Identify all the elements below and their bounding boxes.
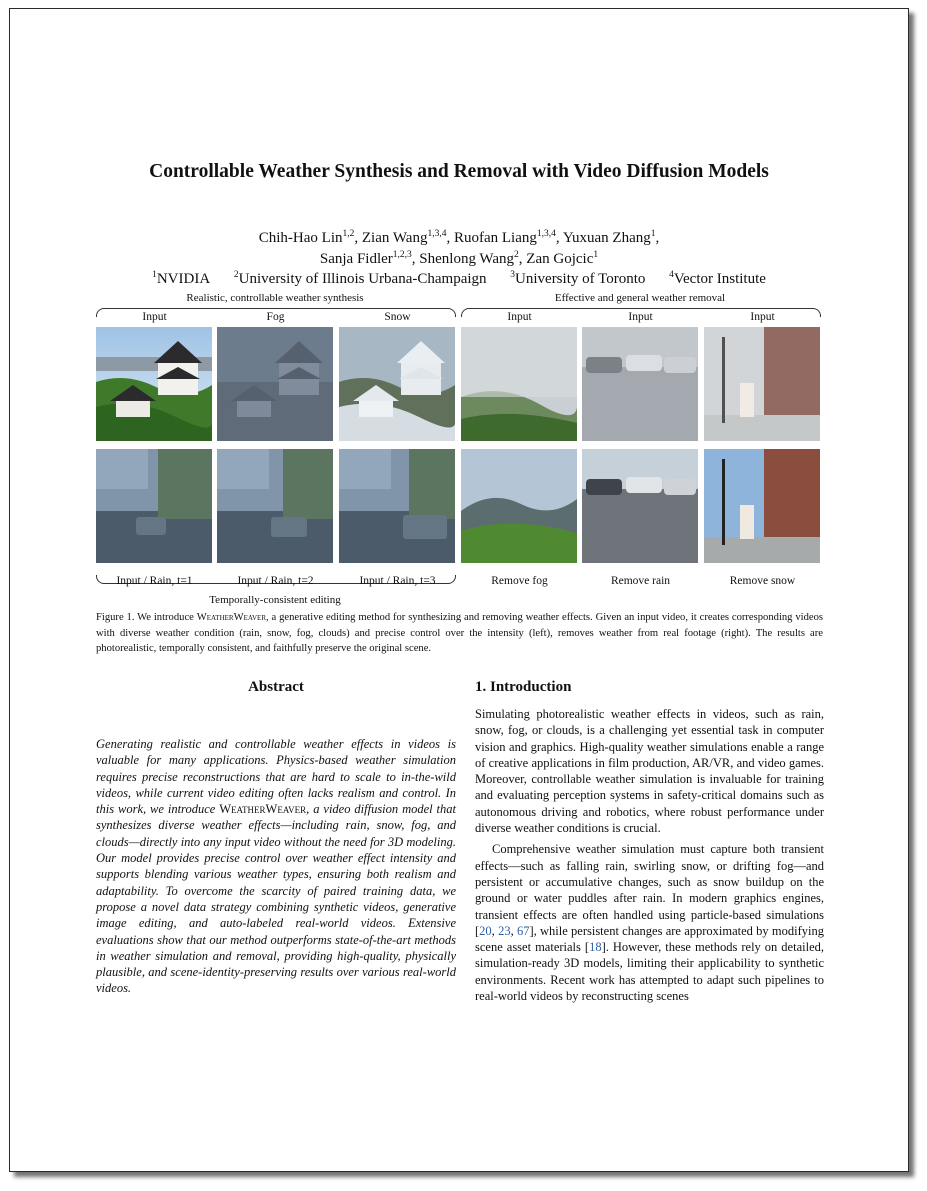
foggy-hills-input-image (461, 327, 577, 441)
author: Yuxuan Zhang$^1$ (562, 229, 656, 246)
column-label: Input (628, 311, 653, 323)
figure-left-group-label: Realistic, controllable weather synthesis (186, 292, 364, 304)
fog-removed-image (461, 449, 577, 563)
column-label: Remove snow (729, 575, 796, 587)
figure-caption: Figure 1. We introduce WeatherWeaver, a generative editing method for synthesizing and removing weather effects. Given an input video, it creates corresponding videos with diverse weather condition (rain, snow, fog, clouds) and precise control over the intensity (left), removes weather from real footage (right). The results are photorealistic, temporally consistent, and faithfully preserve the original scene. (96, 612, 824, 654)
authors-line-2: Sanja Fidler$^{1,2,3}$, Shenlong Wang$^2$, Zan Gojcic$^1$ (319, 250, 599, 267)
paper-title: Controllable Weather Synthesis and Removal with Video Diffusion Models (149, 161, 769, 182)
abstract-text: Generating realistic and controllable weather effects in videos is valuable for many applications. Physics-based weather simulation requires precise reconstructions that are hard to scale to in-the-wild videos, while current video editing often lacks realism and control. In this work, we introduce WeatherWeaver, a video diffusion model that synthesizes diverse weather effects—including rain, snow, fog, and clouds—directly into any input video without the need for 3D modeling. Our model provides precise control over weather effect intensity and supports blending various weather types, ensuring both realism and adaptability. To overcome the scarcity of paired training data, we propose a novel data strategy combining synthetic videos, generative image editing, and auto-labeled real-world videos. Extensive evaluations show that our method outperforms state-of-the-art methods in weather simulation and removal, providing high-quality, physically plausible, and scene-identity-preserving results over various real-world videos. (96, 737, 457, 996)
column-label: Input (142, 311, 167, 323)
column-label: Remove fog (491, 575, 548, 587)
rain-frame-2-image (217, 449, 333, 563)
figure-bottom-group-label: Temporally-consistent editing (209, 594, 341, 606)
rain-frame-3-image (339, 449, 455, 563)
snow-removed-image (704, 449, 820, 563)
introduction-text (475, 706, 824, 1004)
author: Sanja Fidler$^{1,2,3}$ (319, 250, 412, 267)
affiliation: $^4$Vector Institute (669, 270, 766, 287)
castle-snow-image (339, 327, 455, 441)
column-label: Input / Rain, t=2 (237, 575, 314, 587)
castle-fog-image (217, 327, 333, 441)
column-label: Input (750, 311, 775, 323)
column-label: Input / Rain, t=3 (359, 575, 436, 587)
column-label: Fog (266, 311, 285, 323)
citation-link[interactable]: 67 (516, 923, 530, 938)
affiliation: $^3$University of Toronto (510, 270, 646, 287)
rainy-parking-input-image (582, 327, 698, 441)
authors-line-1: Chih-Hao Lin$^{1,2}$, Zian Wang$^{1,3,4}$, Ruofan Liang$^{1,3,4}$, Yuxuan Zhang$^1$, (258, 229, 660, 246)
author: Ruofan Liang$^{1,3,4}$ (453, 229, 556, 246)
figure-right-group-label: Effective and general weather removal (554, 292, 726, 304)
column-label: Input (507, 311, 532, 323)
intro-paragraph-1: Simulating photorealistic weather effects in videos, such as rain, snow, fog, or clouds, is a challenging yet essential task in computer vision and graphics. High-quality weather simulations enable a range of creative applications in film production, AR/VR, and video games. Moreover, controllable weather simulation is invaluable for training and evaluating perception systems in safety-critical domains such as autonomous driving and robotics, where robust performance under diverse weather conditions is crucial. (475, 707, 824, 836)
paper-page (9, 8, 909, 1172)
citation-link[interactable]: 23 (498, 923, 511, 938)
affiliations (10, 271, 908, 288)
author: Chih-Hao Lin$^{1,2}$ (258, 229, 355, 246)
author: Zian Wang$^{1,3,4}$ (361, 229, 447, 246)
column-label: Input / Rain, t=1 (116, 575, 193, 587)
affiliation: $^2$University of Illinois Urbana-Champaign (233, 270, 487, 287)
citation-link[interactable]: 20 (479, 923, 492, 938)
rain-removed-image (582, 449, 698, 563)
castle-input-image (96, 327, 212, 441)
snowy-street-input-image (704, 327, 820, 441)
rain-frame-1-image (96, 449, 212, 563)
introduction-heading: 1. Introduction (475, 679, 572, 695)
column-label: Remove rain (610, 575, 671, 587)
abstract-heading: Abstract (248, 679, 304, 695)
author: Zan Gojcic$^1$ (526, 250, 599, 267)
author: Shenlong Wang$^2$ (419, 250, 519, 267)
column-label: Snow (384, 311, 411, 323)
citation-link[interactable]: 18 (589, 940, 602, 955)
intro-paragraph-2: Comprehensive weather simulation must capture both transient effects—such as falling rain, swirling snow, or drifting fog—and persistent or accumulative changes, such as snow buildup on the ground or water puddles after rain. In modern graphics engines, transient effects are often handled using particle-based simulations [20, 23, 67], while persistent changes are approximated by modifying scene asset materials [18]. However, these methods rely on detailed, simulation-ready 3D models, limiting their applicability to synthetic environments. Recent work has attempted to adapt such pipelines to real-world videos by reconstructing scenes (475, 842, 825, 1004)
affiliation: $^1$NVIDIA (152, 270, 211, 287)
